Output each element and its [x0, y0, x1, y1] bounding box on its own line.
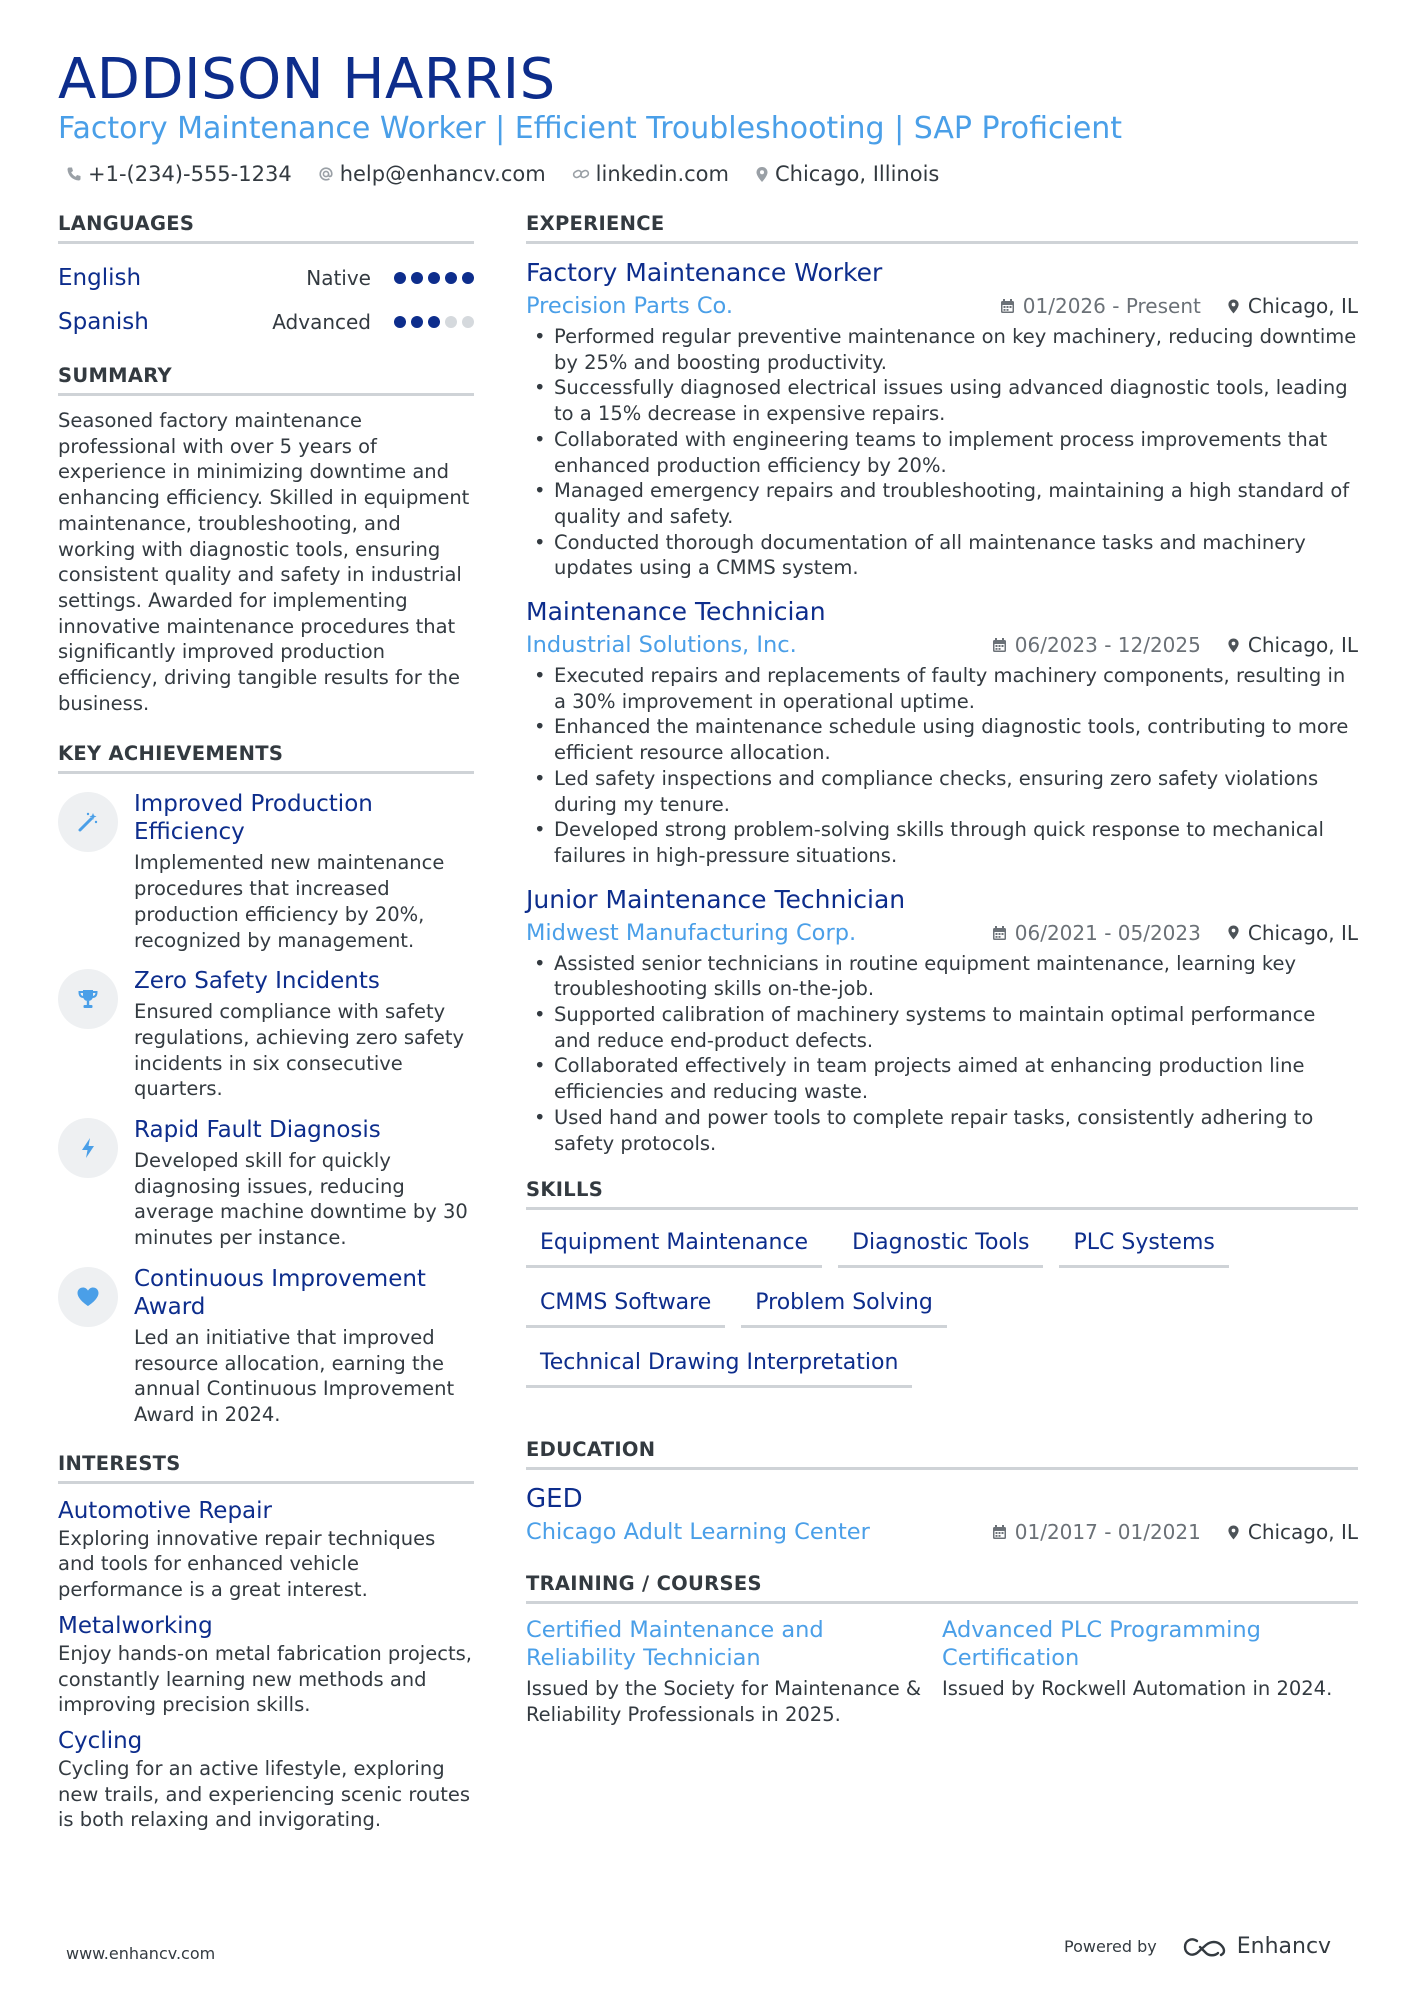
skill-tag: CMMS Software [526, 1282, 725, 1328]
job-bullet: • Conducted thorough documentation of all maintenance tasks and machinery updates using a CMMS system. [526, 530, 1358, 581]
languages-section [58, 212, 474, 344]
dot-filled [428, 316, 440, 328]
school-name: Chicago Adult Learning Center [526, 1519, 870, 1546]
job-bullet: • Led safety inspections and compliance checks, ensuring zero safety violations during my tenure. [526, 766, 1358, 817]
dot-empty [445, 316, 457, 328]
job-dates-text: 01/2026 - Present [1022, 294, 1201, 318]
course-item [526, 1616, 930, 1727]
location-pin-icon [1227, 637, 1240, 654]
heart-icon [58, 1267, 118, 1327]
email-link[interactable]: help@enhancv.com [339, 162, 546, 186]
location-pin-icon [1227, 924, 1240, 941]
interest-desc: Exploring innovative repair techniques and tools for enhanced vehicle performance is a great interest. [58, 1526, 436, 1602]
achievement-desc: Ensured compliance with safety regulations, achieving zero safety incidents in six consecutive quarters. [134, 1000, 465, 1101]
achievement-title: Continuous Improvement Award [134, 1265, 426, 1320]
linkedin-link[interactable]: linkedin.com [595, 162, 729, 186]
enhancv-logo-icon [1183, 1936, 1229, 1958]
achievement-title: Zero Safety Incidents [134, 968, 380, 995]
job-location-text: Chicago, IL [1247, 920, 1358, 945]
skill-tag: Problem Solving [741, 1282, 947, 1328]
candidate-name: ADDISON HARRIS [58, 47, 556, 112]
dot-filled [394, 272, 406, 284]
brand-name: Enhancv [1236, 1934, 1332, 1959]
education-location-text: Chicago, IL [1247, 1520, 1358, 1545]
job-bullet: • Assisted senior technicians in routine equipment maintenance, learning key troubleshooting skills on-the-job. [526, 951, 1358, 1002]
job-bullet: • Enhanced the maintenance schedule using diagnostic tools, contributing to more efficient resource allocation. [526, 714, 1358, 765]
job-meta [526, 917, 1358, 949]
location-pin-icon [1227, 298, 1240, 315]
language-row [58, 256, 474, 300]
magic-wand-icon [58, 792, 118, 852]
interest-desc: Cycling for an active lifestyle, exploring new trails, and experiencing scenic routes is both relaxing and invigorating. [58, 1756, 471, 1832]
dot-filled [445, 272, 457, 284]
job-bullet: • Collaborated effectively in team projects aimed at enhancing production line efficiencies and reducing waste. [526, 1053, 1358, 1104]
experience-entry [526, 595, 1358, 869]
interest-title: Automotive Repair [58, 1497, 272, 1524]
dot-filled [428, 272, 440, 284]
achievement-title: Rapid Fault Diagnosis [134, 1117, 381, 1144]
job-location-text: Chicago, IL [1247, 633, 1358, 658]
right-column [526, 212, 1358, 1728]
job-location [1227, 290, 1358, 322]
degree-title: GED [526, 1484, 583, 1515]
location-pin-icon [755, 166, 769, 183]
interest-title: Cycling [58, 1727, 143, 1754]
achievements-heading: KEY ACHIEVEMENTS [58, 742, 474, 774]
job-dates [1000, 290, 1201, 322]
experience-section [526, 212, 1358, 1156]
education-section [526, 1438, 1358, 1548]
achievement-title: Improved Production Efficiency [134, 791, 373, 846]
job-dates [992, 629, 1201, 661]
trophy-icon [58, 969, 118, 1029]
candidate-tagline: Factory Maintenance Worker | Efficient Troubleshooting | SAP Proficient [58, 111, 1123, 146]
company-name: Midwest Manufacturing Corp. [526, 919, 857, 946]
at-icon [318, 166, 334, 182]
language-proficiency-dots [389, 316, 474, 328]
contact-bar [66, 162, 965, 186]
language-name: Spanish [58, 309, 149, 335]
skills-section [526, 1178, 1358, 1402]
achievement-item [58, 967, 474, 1102]
job-location [1227, 917, 1358, 949]
experience-entry [526, 256, 1358, 581]
achievement-desc: Developed skill for quickly diagnosing issues, reducing average machine downtime by 30 minutes per instance. [134, 1149, 468, 1250]
course-title: Certified Maintenance and Reliability Technician [526, 1617, 824, 1672]
powered-by-label: Powered by [1064, 1937, 1157, 1956]
job-bullet: • Performed regular preventive maintenance on key machinery, reducing downtime by 25% and boosting productivity. [526, 324, 1358, 375]
language-row [58, 300, 474, 344]
dot-filled [411, 316, 423, 328]
contact-location [755, 162, 939, 186]
summary-section [58, 364, 474, 716]
languages-heading: LANGUAGES [58, 212, 474, 244]
education-meta [526, 1516, 1358, 1548]
job-bullet: • Supported calibration of machinery systems to maintain optimal performance and reduce end-product defects. [526, 1002, 1358, 1053]
dot-empty [462, 316, 474, 328]
phone-icon [66, 166, 82, 182]
education-dates-text: 01/2017 - 01/2021 [1014, 1520, 1201, 1545]
job-bullets [526, 663, 1358, 869]
contact-linkedin[interactable] [572, 162, 729, 186]
link-icon [572, 166, 590, 182]
job-bullet: • Collaborated with engineering teams to implement process improvements that enhanced production efficiency by 20%. [526, 427, 1358, 478]
skill-tag: Equipment Maintenance [526, 1222, 822, 1268]
language-name: English [58, 265, 142, 291]
job-bullet: • Executed repairs and replacements of faulty machinery components, resulting in a 30% improvement in operational uptime. [526, 663, 1358, 714]
job-bullets [526, 324, 1358, 581]
job-bullet: • Managed emergency repairs and troubleshooting, maintaining a high standard of quality and safety. [526, 478, 1358, 529]
skills-heading: SKILLS [526, 1178, 1358, 1210]
achievement-item [58, 790, 474, 953]
achievements-section [58, 742, 474, 1427]
footer-branding [1064, 1934, 1331, 1959]
calendar-icon [992, 1524, 1007, 1540]
experience-heading: EXPERIENCE [526, 212, 1358, 244]
enhancv-logo[interactable] [1183, 1934, 1331, 1959]
education-heading: EDUCATION [526, 1438, 1358, 1470]
courses-list [526, 1616, 1358, 1727]
job-meta [526, 290, 1358, 322]
job-meta [526, 629, 1358, 661]
dot-filled [394, 316, 406, 328]
experience-entry [526, 883, 1358, 1157]
left-column [58, 212, 474, 1841]
location-pin-icon [1227, 1524, 1240, 1541]
job-location [1227, 629, 1358, 661]
interests-section [58, 1452, 474, 1833]
phone-text: +1-(234)-555-1234 [88, 162, 292, 186]
training-heading: TRAINING / COURSES [526, 1572, 1358, 1604]
course-desc: Issued by Rockwell Automation in 2024. [942, 1677, 1333, 1701]
calendar-icon [1000, 298, 1015, 314]
job-title: Junior Maintenance Technician [526, 884, 906, 914]
course-title: Advanced PLC Programming Certification [942, 1617, 1261, 1672]
job-title: Maintenance Technician [526, 597, 826, 627]
calendar-icon [992, 637, 1007, 653]
job-dates-text: 06/2023 - 12/2025 [1014, 633, 1201, 658]
summary-text: Seasoned factory maintenance professional with over 5 years of experience in minimizing downtime and enhancing efficiency. Skilled in equipment maintenance, troubleshooting, and working with diagnostic tools, ensuring consistent quality and safety in industrial settings. Awarded for implementing innovative maintenance procedures that significantly improved production efficiency, driving tangible results for the business. [58, 409, 470, 715]
training-section [526, 1572, 1358, 1727]
contact-email[interactable] [318, 162, 546, 186]
lightning-icon [58, 1118, 118, 1178]
interest-desc: Enjoy hands-on metal fabrication projects, constantly learning new methods and improving precision skills. [58, 1641, 472, 1717]
achievement-desc: Led an initiative that improved resource allocation, earning the annual Continuous Improvement Award in 2024. [134, 1325, 455, 1426]
course-desc: Issued by the Society for Maintenance & Reliability Professionals in 2025. [526, 1677, 922, 1726]
achievement-item [58, 1265, 474, 1428]
course-item [942, 1616, 1346, 1727]
company-name: Industrial Solutions, Inc. [526, 632, 797, 659]
dot-filled [411, 272, 423, 284]
job-title: Factory Maintenance Worker [526, 258, 883, 287]
job-bullets [526, 951, 1358, 1157]
interests-heading: INTERESTS [58, 1452, 474, 1484]
language-level: Native [306, 266, 371, 290]
achievement-desc: Implemented new maintenance procedures that increased production efficiency by 20%, recognized by management. [134, 851, 445, 952]
education-location [1227, 1516, 1358, 1548]
language-proficiency-dots [389, 272, 474, 284]
education-dates [992, 1516, 1201, 1548]
location-text: Chicago, Illinois [774, 162, 940, 186]
skill-tag: PLC Systems [1059, 1222, 1228, 1268]
job-dates-text: 06/2021 - 05/2023 [1014, 920, 1201, 945]
skill-tag: Technical Drawing Interpretation [526, 1342, 912, 1388]
job-dates [992, 917, 1201, 949]
job-bullet: • Developed strong problem-solving skills through quick response to mechanical failures in high-pressure situations. [526, 817, 1358, 868]
dot-filled [462, 272, 474, 284]
job-location-text: Chicago, IL [1247, 294, 1358, 318]
calendar-icon [992, 925, 1007, 941]
language-level: Advanced [272, 310, 371, 334]
skills-list [526, 1222, 1358, 1402]
summary-heading: SUMMARY [58, 364, 474, 396]
job-bullet: • Used hand and power tools to complete repair tasks, consistently adhering to safety protocols. [526, 1105, 1358, 1156]
job-bullet: • Successfully diagnosed electrical issues using advanced diagnostic tools, leading to a 15% decrease in expensive repairs. [526, 375, 1358, 426]
footer-website[interactable]: www.enhancv.com [66, 1944, 216, 1963]
contact-phone [66, 162, 292, 186]
company-name: Precision Parts Co. [526, 293, 734, 319]
interest-title: Metalworking [58, 1612, 213, 1639]
achievement-item [58, 1116, 474, 1251]
skill-tag: Diagnostic Tools [838, 1222, 1043, 1268]
